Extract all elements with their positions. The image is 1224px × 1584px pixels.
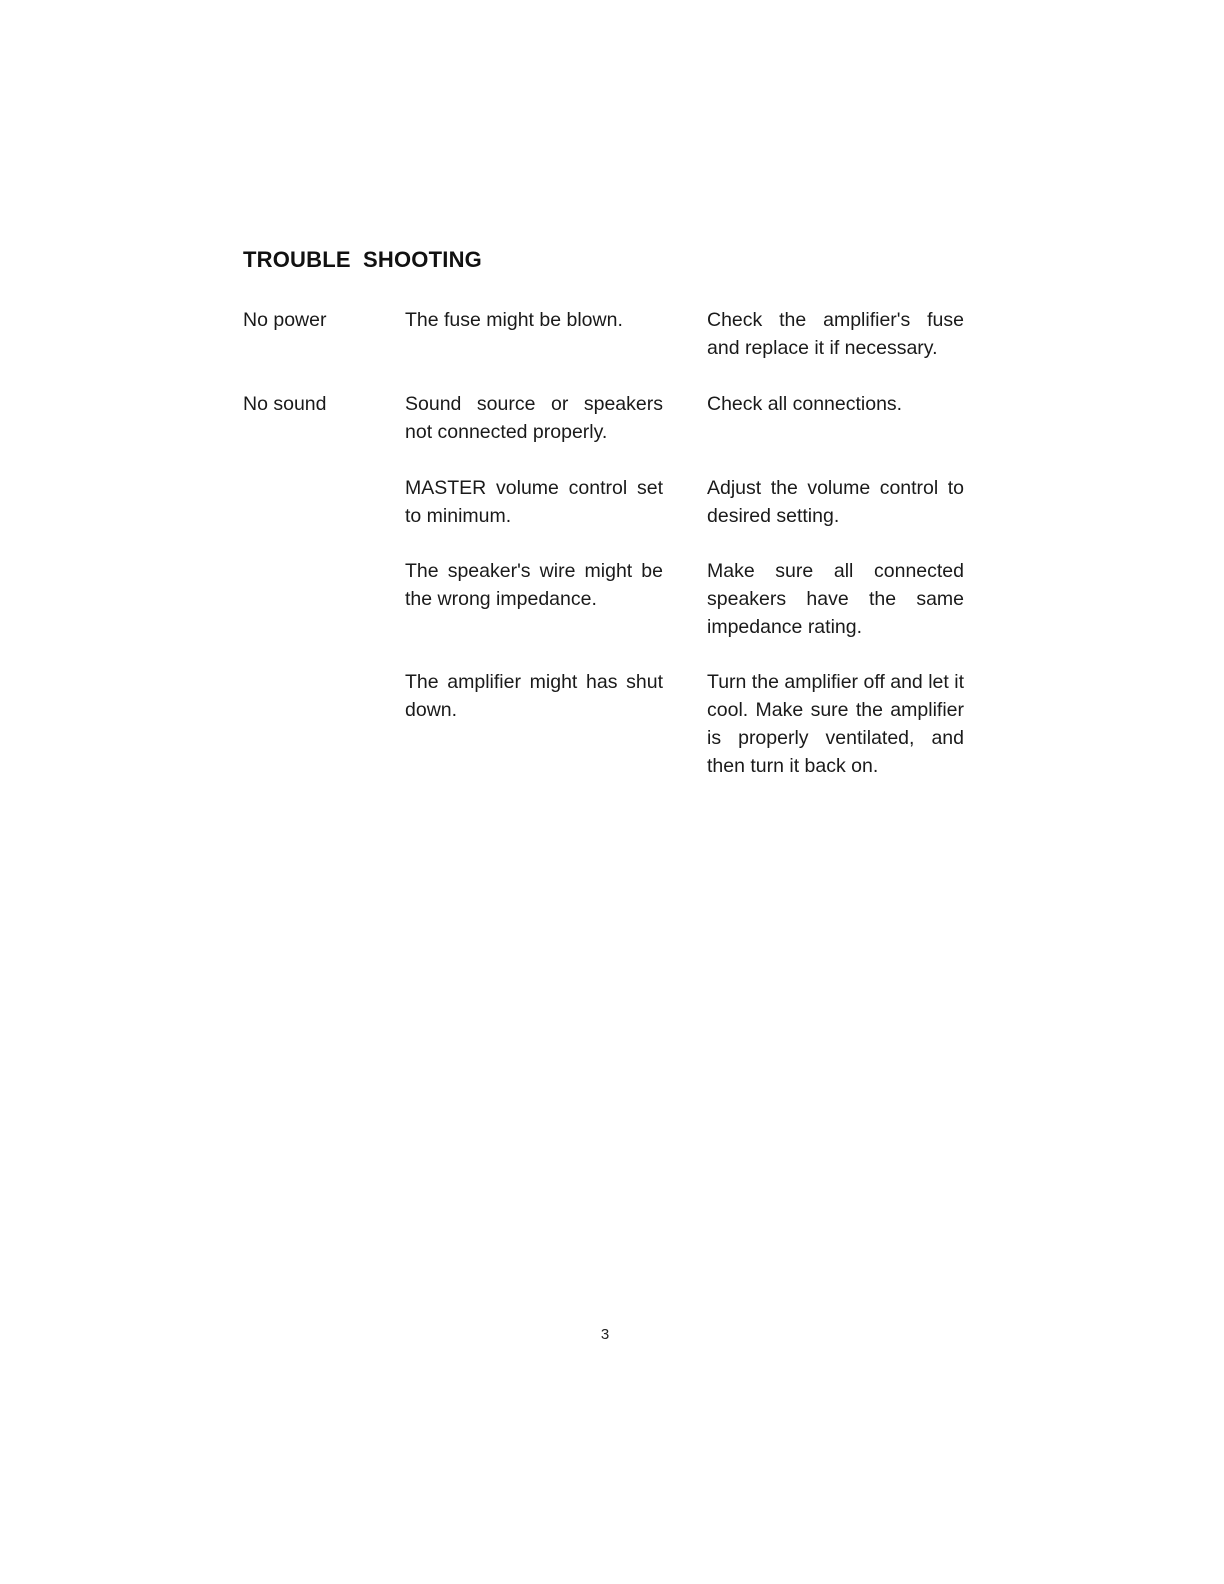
solution-text: Adjust the volume control to desired setting. xyxy=(707,477,964,527)
solution-text: Make sure all connected speakers have the same impedance rating. xyxy=(707,560,964,638)
problem-label: No sound xyxy=(243,393,327,415)
solution-text: Turn the amplifier off and let it cool. Make sure the amplifier is properly ventilated, and then turn it back on. xyxy=(707,671,964,777)
problem-label: No power xyxy=(243,309,327,331)
cause-text: The amplifier might has shut down. xyxy=(405,671,663,721)
cause-text: MASTER volume control set to minimum. xyxy=(405,477,663,527)
solution-text: Check all connections. xyxy=(707,393,903,415)
solution-text: Check the amplifier's fuse and replace it if necessary. xyxy=(707,309,964,359)
cause-text: The fuse might be blown. xyxy=(405,309,623,331)
cause-text: Sound source or speakers not connected properly. xyxy=(405,393,663,443)
cause-text: The speaker's wire might be the wrong impedance. xyxy=(405,560,663,610)
page-title: TROUBLE SHOOTING xyxy=(243,247,482,272)
page-number: 3 xyxy=(600,1326,610,1343)
